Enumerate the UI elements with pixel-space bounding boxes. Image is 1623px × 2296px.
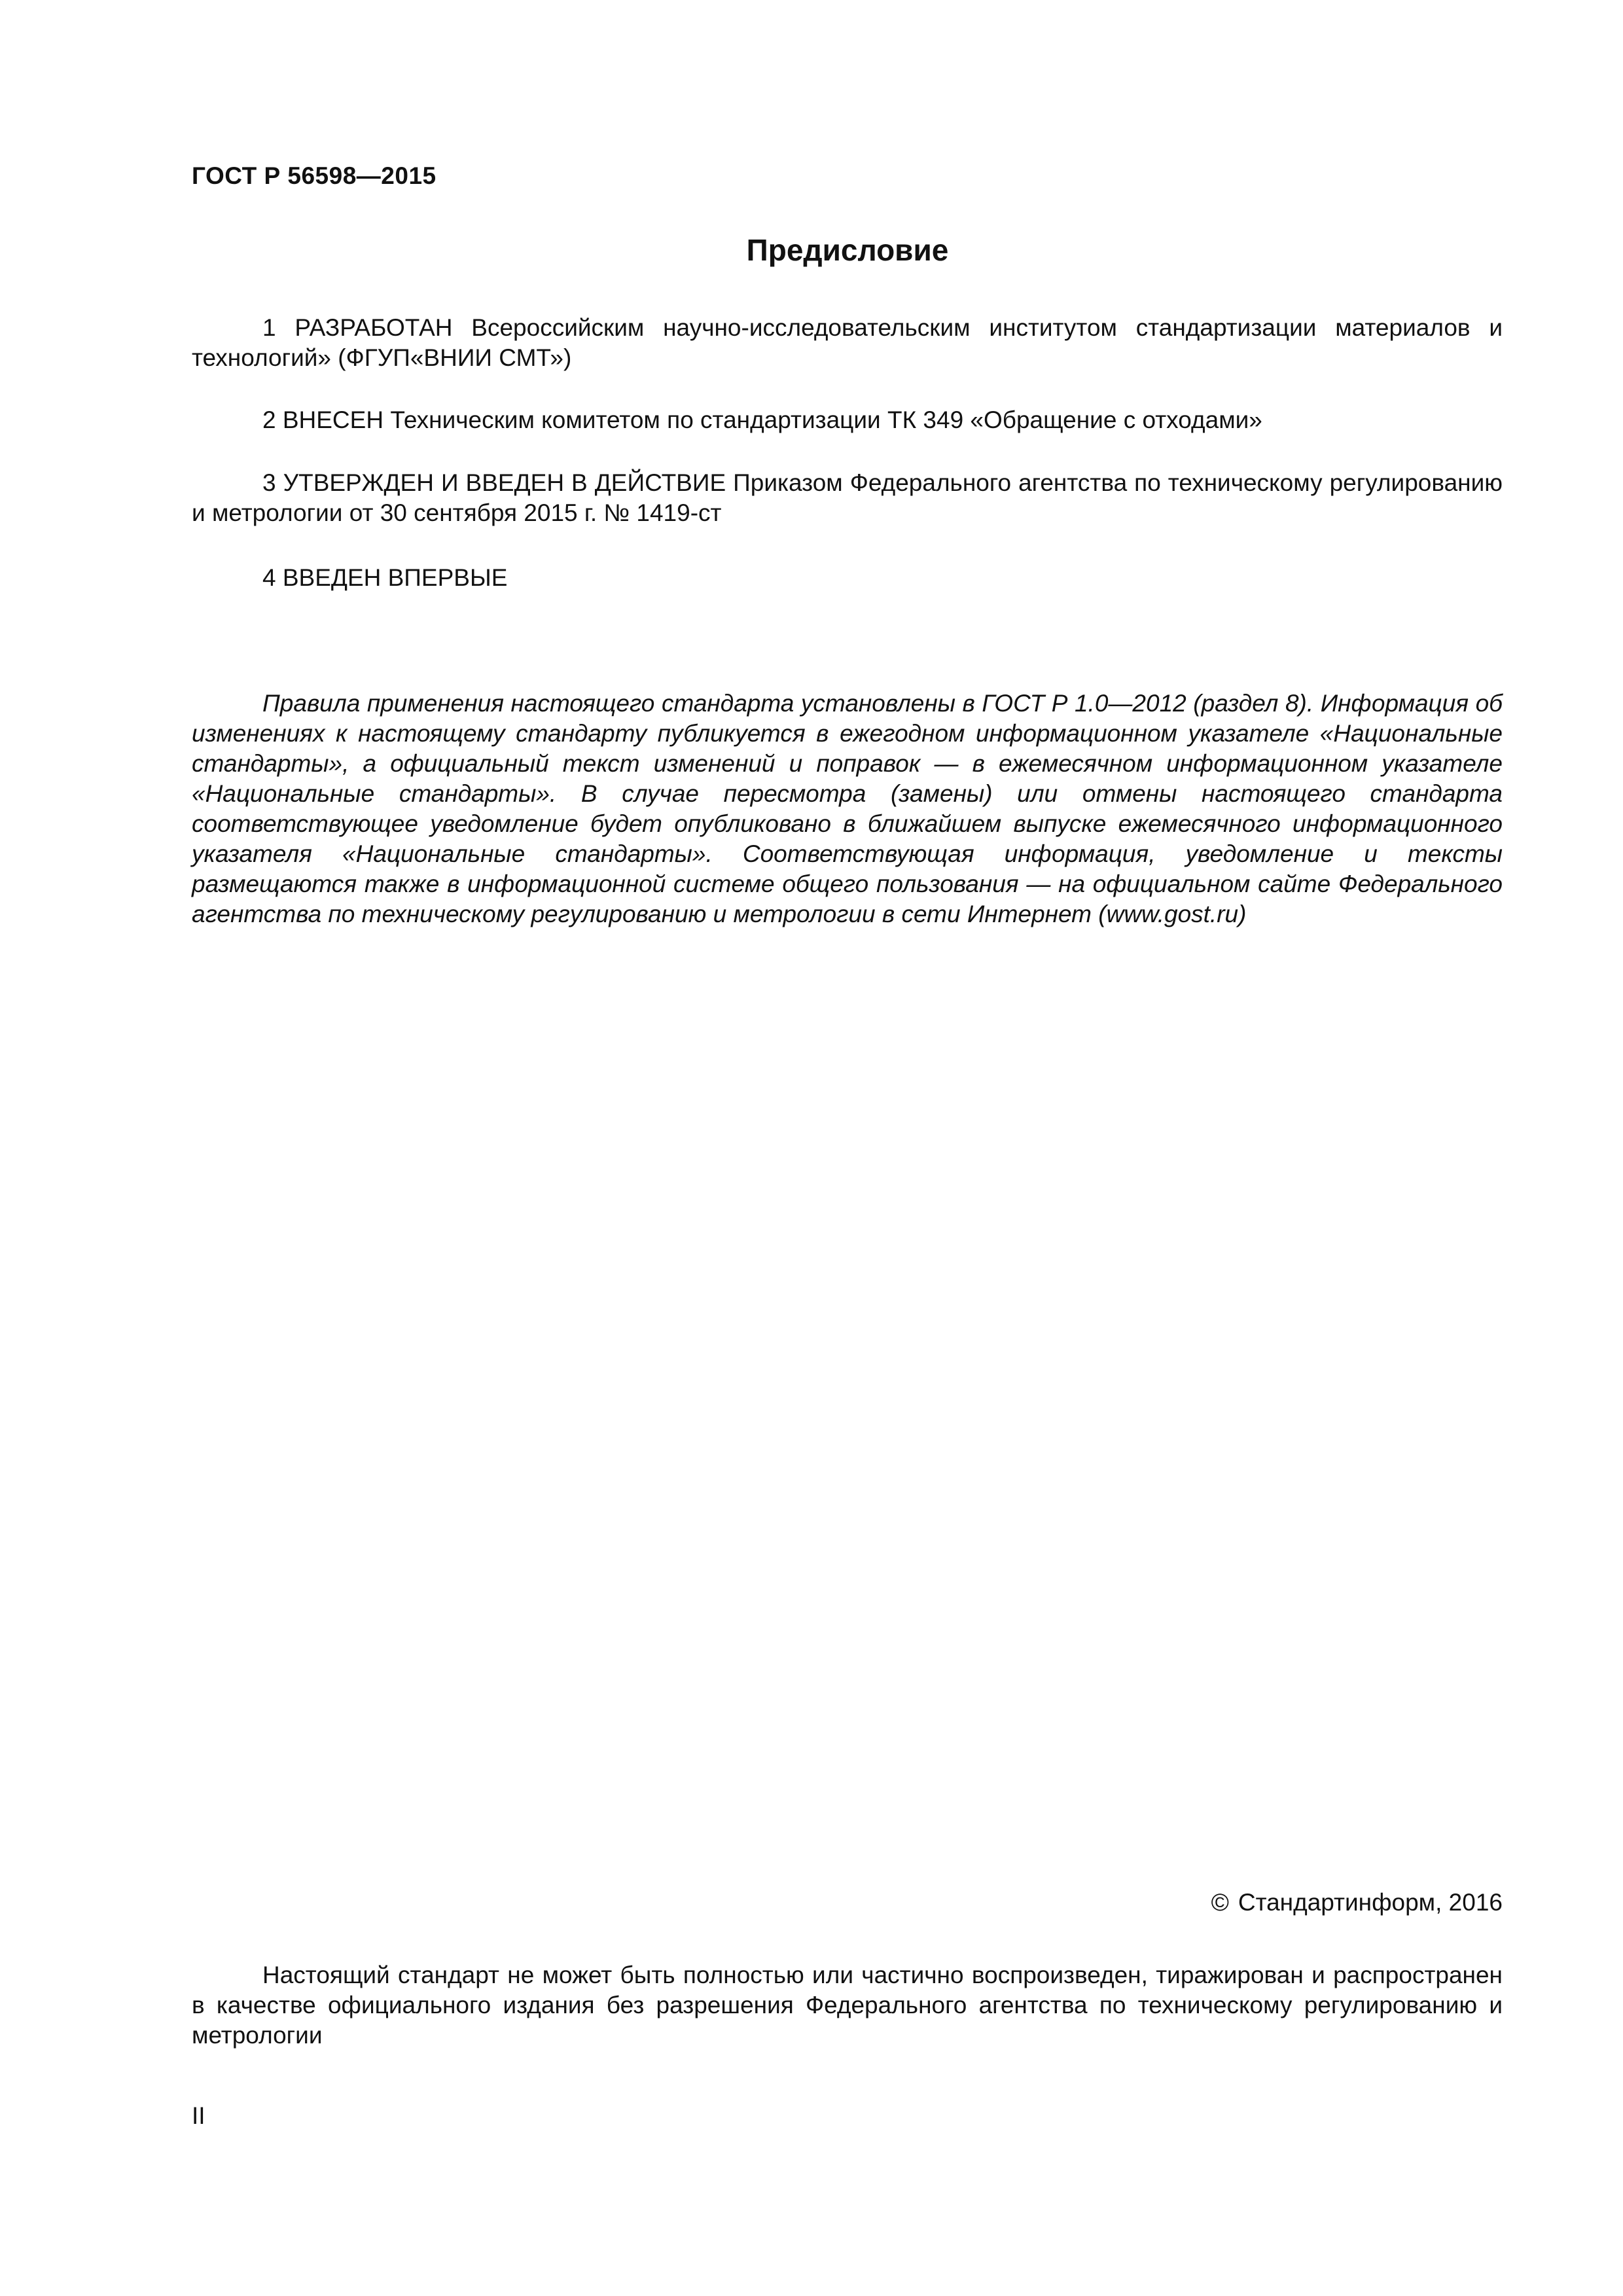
usage-note: Правила применения настоящего стандарта установлены в ГОСТ Р 1.0—2012 (раздел 8). Информация об изменениях к настоящему стандарту публикуется в ежегодном информационном указателе «Национальные стандарты», а официальный текст изменений и поправок — в ежемесячном информационном указателе «Национальные стандарты». В случае пересмотра (замены) или отмены настоящего стандарта соответствующее уведомление будет опубликовано в ближайшем выпуске ежемесячного информационного указателя «Национальные стандарты». Соответствующая информация, уведомление и тексты размещаются также в информационной системе общего пользования — на официальном сайте Федерального агентства по техническому регулированию и метрологии в сети Интернет (www.gost.ru): [192, 690, 1503, 927]
page-title: Предисловие: [746, 233, 949, 267]
copyright-text: Стандартинформ, 2016: [1238, 1889, 1503, 1916]
item-number: 1: [262, 314, 276, 341]
list-item: [192, 468, 1503, 528]
list-item: [192, 563, 1503, 593]
item-number: 4: [262, 564, 276, 591]
restriction-notice: Настоящий стандарт не может быть полностью или частично воспроизведен, тиражирован и распространен в качестве официального издания без разрешения Федерального агентства по техническому регулированию и метрологии: [192, 1962, 1503, 2049]
item-lead: ВВЕДЕН ВПЕРВЫЕ: [282, 564, 508, 591]
page-number: II: [192, 2102, 205, 2129]
standard-code: ГОСТ Р 56598—2015: [192, 162, 437, 189]
item-number: 2: [262, 406, 276, 433]
copyright-line: [192, 1889, 1503, 1916]
item-text: Приказом Федерального агентства по техническому регулированию и метрологии от 30 сентября 2015 г. № 1419-ст: [192, 469, 1503, 526]
item-lead: РАЗРАБОТАН: [294, 314, 453, 341]
item-lead: УТВЕРЖДЕН И ВВЕДЕН В ДЕЙСТВИЕ: [283, 469, 726, 496]
copyright-icon: ©: [1211, 1889, 1229, 1916]
item-text: Техническим комитетом по стандартизации ТК 349 «Обращение с отходами»: [390, 406, 1262, 433]
item-number: 3: [262, 469, 276, 496]
item-text: Всероссийским научно-исследовательским институтом стандартизации материалов и технологий» (ФГУП«ВНИИ СМТ»): [192, 314, 1503, 371]
list-item: [192, 313, 1503, 373]
item-lead: ВНЕСЕН: [282, 406, 384, 433]
list-item: [192, 405, 1503, 435]
